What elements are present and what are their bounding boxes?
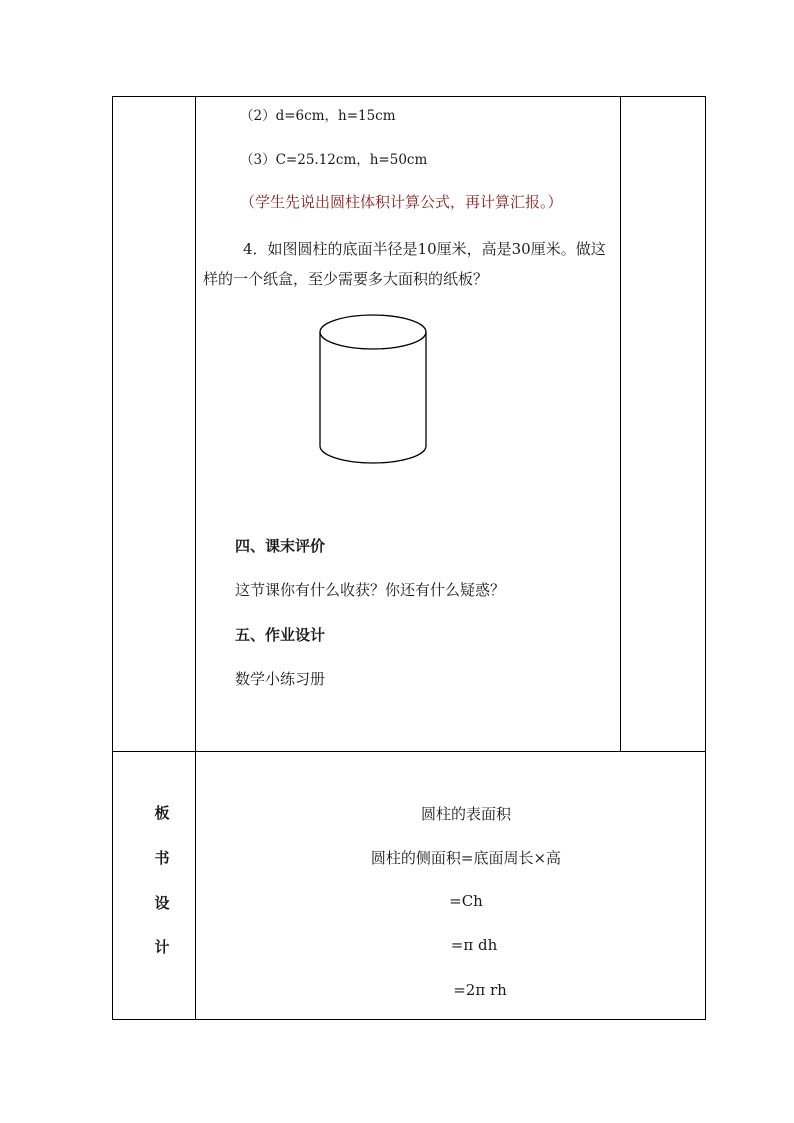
board-title: 圆柱的表面积 [420,805,511,823]
section-5-text: 数学小练习册 [235,670,326,688]
column-divider-left [195,96,196,1020]
board-label-char-1: 板 [154,804,170,822]
board-formula-3: =π dh [450,936,498,954]
section-5-title: 五、作业设计 [235,626,326,644]
question-4-line-1: 4．如图圆柱的底面半径是10厘米，高是30厘米。做这 [243,240,606,258]
cylinder-top-ellipse [320,315,426,349]
board-formula-2: =Ch [449,892,483,910]
exercise-3: （3）C=25.12cm，h=50cm [240,152,428,168]
board-label-char-2: 书 [154,849,170,867]
exercise-2: （2）d=6cm，h=15cm [240,108,396,124]
cylinder-bottom-arc [320,446,426,463]
teaching-note: （学生先说出圆柱体积计算公式，再计算汇报。） [240,193,563,211]
question-4-line-2: 样的一个纸盒，至少需要多大面积的纸板？ [203,270,489,288]
board-formula-4: =2π rh [453,981,507,999]
lesson-table [112,96,706,1020]
board-label-char-3: 设 [154,894,170,912]
section-4-title: 四、课末评价 [235,537,326,555]
cylinder-figure [316,308,430,468]
row-divider [112,751,706,752]
board-label-char-4: 计 [154,938,170,956]
board-formula-1: 圆柱的侧面积=底面周长×高 [370,849,562,867]
column-divider-right [620,96,621,751]
section-4-text: 这节课你有什么收获？你还有什么疑惑？ [235,581,506,599]
